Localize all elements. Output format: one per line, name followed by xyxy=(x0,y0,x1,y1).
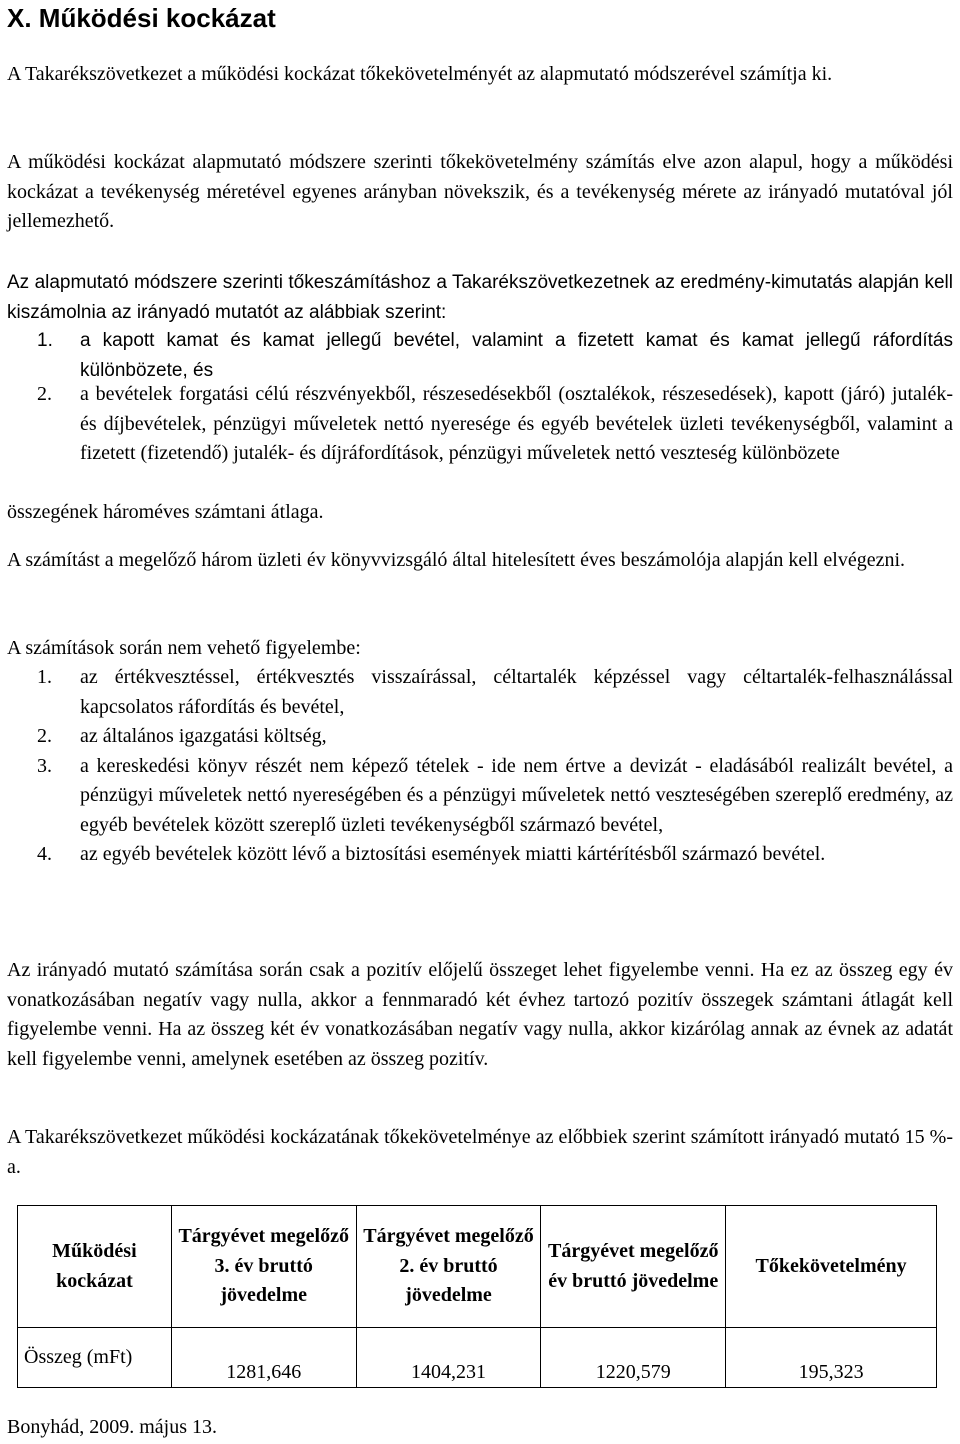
income-items-list-continued xyxy=(7,380,953,469)
list-item-text: az egyéb bevételek között lévő a biztosítási események miatti kártérítésből származó bevétel. xyxy=(80,843,826,865)
table-header-cell: Tőkekövetelmény xyxy=(726,1206,937,1328)
paragraph-method: A Takarékszövetkezet a működési kockázat tőkekövetelményét az alapmutató módszerével számítja ki. xyxy=(7,63,833,85)
section-title: X. Működési kockázat xyxy=(7,3,276,33)
table-header-row xyxy=(18,1206,937,1328)
list-item-number: 3. xyxy=(37,754,52,777)
list-item xyxy=(7,380,953,469)
list-item-text: az általános igazgatási költség, xyxy=(80,725,327,747)
table-cell: 1220,579 xyxy=(541,1328,726,1388)
list-item xyxy=(7,722,953,752)
paragraph-capital-requirement: A Takarékszövetkezet működési kockázatának tőkekövetelménye az előbbiek szerint számított irányadó mutató 15 %-a. xyxy=(7,1126,953,1178)
list-item xyxy=(7,752,953,841)
paragraph-audit-basis: A számítást a megelőző három üzleti év könyvvizsgáló által hitelesített éves beszámolója alapján kell elvégezni. xyxy=(7,549,906,571)
table-cell: 195,323 xyxy=(726,1328,937,1388)
list-item-text: a kereskedési könyv részét nem képező tételek - ide nem értve a devizát - eladásából realizált bevétel, a pénzügyi műveletek nettó nyereségében és a pénzügyi műveletek nettó veszteségében szereplő eredmény, az egyéb bevételek között szereplő üzleti tevékenységből származó bevétel, xyxy=(80,754,953,836)
table-header-cell: Tárgyévet megelőző 2. év bruttó jövedelme xyxy=(356,1206,541,1328)
table-header-cell: Tárgyévet megelőző év bruttó jövedelme xyxy=(541,1206,726,1328)
list-item xyxy=(7,840,953,870)
table-header-cell: Tárgyévet megelőző 3. év bruttó jövedelme xyxy=(171,1206,356,1328)
paragraph-average: összegének hároméves számtani átlaga. xyxy=(7,501,324,523)
table-header-cell: Működési kockázat xyxy=(18,1206,172,1328)
list-item xyxy=(7,663,953,722)
list-item-number: 4. xyxy=(37,843,52,865)
paragraph-calculation-intro: Az alapmutató módszere szerinti tőkeszámításhoz a Takarékszövetkezetnek az eredmény-kimutatás alapján kell kiszámolnia az irányadó mutatót az alábbiak szerint: xyxy=(7,272,953,323)
list-item-number: 1. xyxy=(37,330,53,351)
capital-requirement-table xyxy=(17,1205,937,1388)
paragraph-principle: A működési kockázat alapmutató módszere szerinti tőkekövetelmény számítás elve azon alapul, hogy a működési kockázat a tevékenység méretével egyenes arányban növekszik, és a tevékenység mérete az irányadó mutatóval jól jellemezhető. xyxy=(7,151,953,232)
place-date: Bonyhád, 2009. május 13. xyxy=(7,1416,217,1438)
list-item-number: 2. xyxy=(37,383,52,405)
list-item-text: a kapott kamat és kamat jellegű bevétel, valamint a fizetett kamat és kamat jellegű ráfordítás különbözete, és xyxy=(80,330,953,381)
list-item xyxy=(7,326,953,385)
paragraph-exclusions-intro: A számítások során nem vehető figyelembe: xyxy=(7,637,361,659)
table-cell: 1281,646 xyxy=(171,1328,356,1388)
list-item-number: 2. xyxy=(37,725,52,747)
table-row xyxy=(18,1328,937,1388)
list-item-text: a bevételek forgatási célú részvényekből, részesedésekből (osztalékok, részesedések), kapott (járó) jutalék- és díjbevételek, pénzügyi műveletek nettó nyeresége és egyéb bevételek üzleti tevékenységből, valamint a fizetett (fizetendő) jutalék- és díjráfordítások, pénzügyi műveletek nettó veszteség különbözete xyxy=(80,383,953,464)
exclusions-list xyxy=(7,663,953,870)
list-item-number: 1. xyxy=(37,666,52,688)
income-items-list xyxy=(7,326,953,385)
table-cell: 1404,231 xyxy=(356,1328,541,1388)
paragraph-positive-rule: Az irányadó mutató számítása során csak a pozitív előjelű összeget lehet figyelembe venni. Ha ez az összeg egy év vonatkozásában negatív vagy nulla, akkor a fennmaradó két évhez tartozó pozitív összegek számtani átlagát kell figyelembe venni. Ha az összeg két év vonatkozásában negatív vagy nulla, akkor kizárólag annak az évnek az adatát kell figyelembe venni, amelynek esetében az összeg pozitív. xyxy=(7,959,953,1070)
list-item-text: az értékvesztéssel, értékvesztés visszaírással, céltartalék képzéssel vagy céltartalék-felhasználással kapcsolatos ráfordítás és bevétel, xyxy=(80,666,953,718)
table-row-label: Összeg (mFt) xyxy=(18,1328,172,1388)
